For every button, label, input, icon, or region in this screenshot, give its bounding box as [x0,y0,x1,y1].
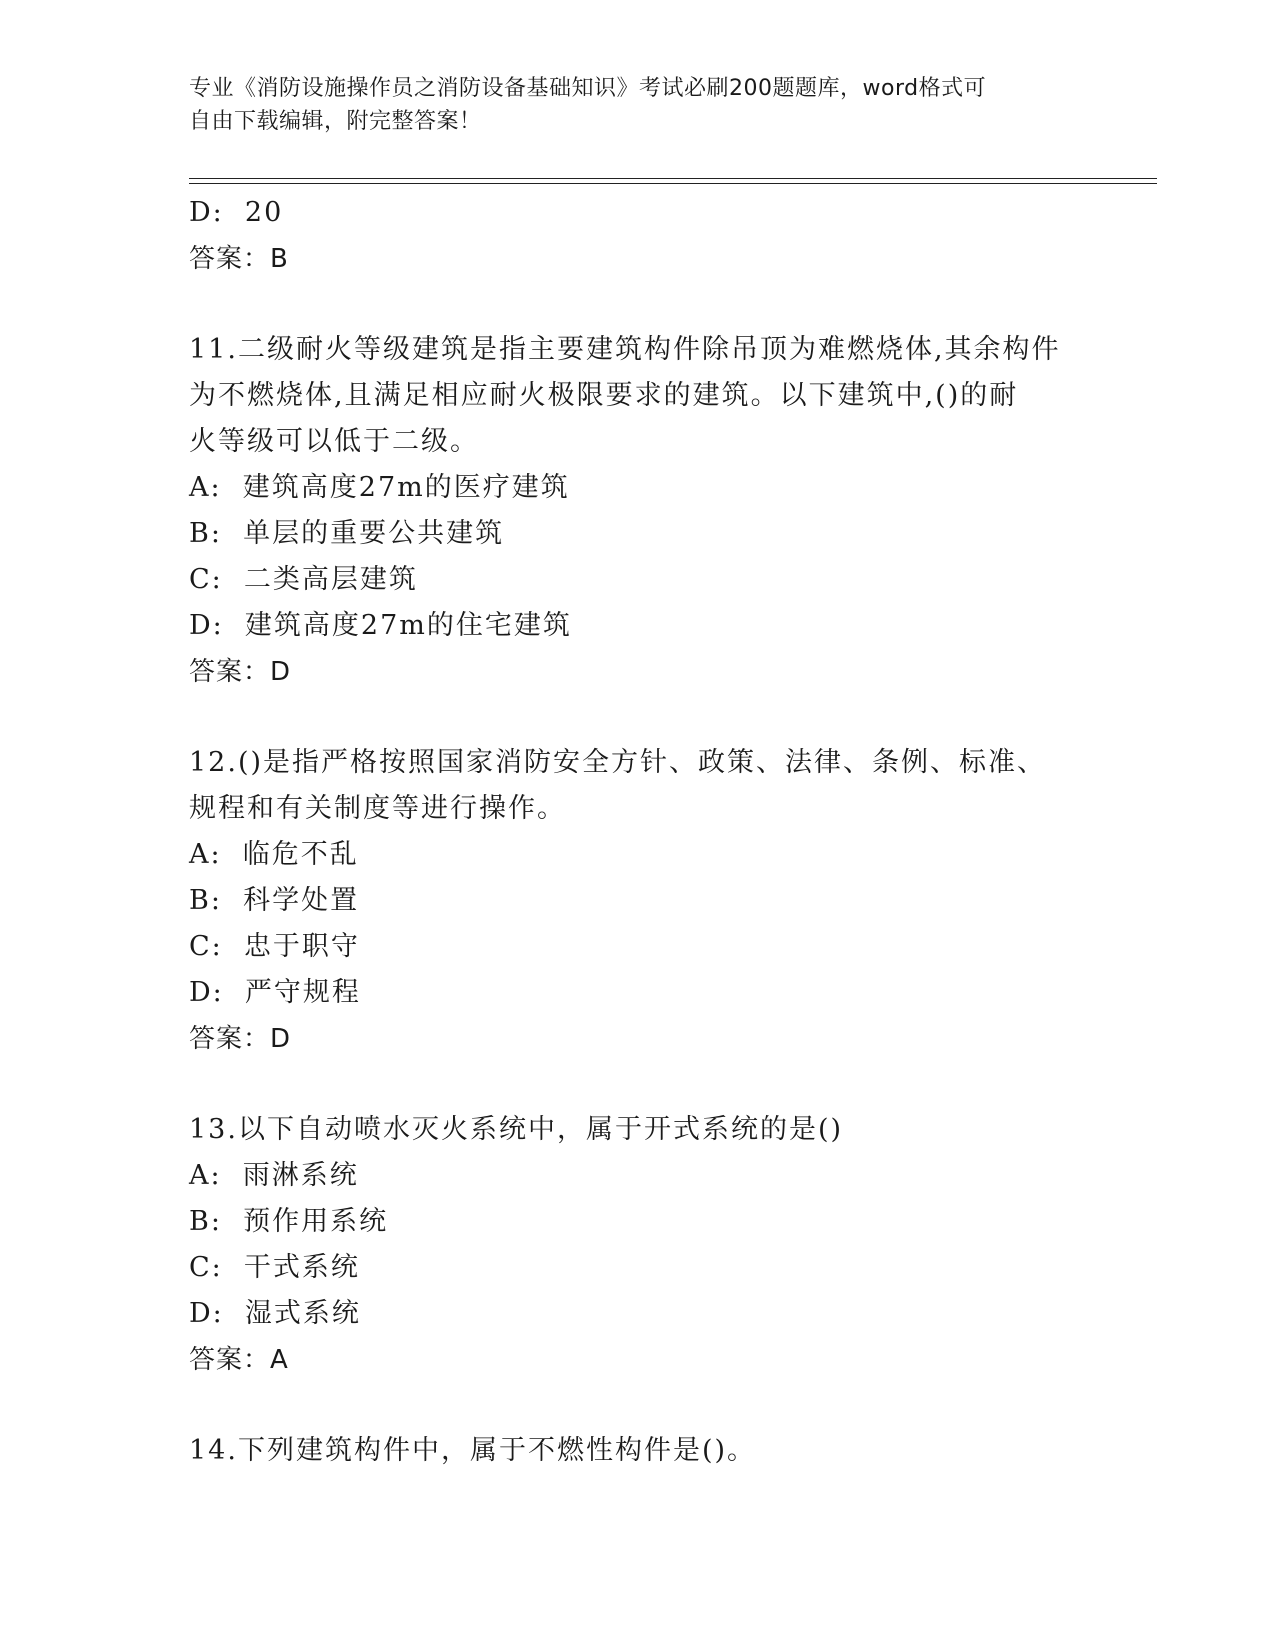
question-stem: 14.下列建筑构件中，属于不燃性构件是()。 [189,1435,757,1466]
option-b: B: 预作用系统 [189,1206,389,1237]
question-stem: 12.()是指严格按照国家消防安全方针、政策、法律、条例、标准、 [189,747,1047,778]
option-d: D: 湿式系统 [189,1298,361,1329]
option-a: A: 临危不乱 [189,839,359,870]
option-d: D: 严守规程 [189,977,361,1008]
question-13 [189,1107,1089,1383]
option-c: C: 忠于职守 [189,931,360,962]
option-c: C: 二类高层建筑 [189,564,418,595]
header-rule-top [189,178,1157,179]
option-a: A: 建筑高度27m的医疗建筑 [189,472,570,503]
answer: 答案：D [189,1024,292,1054]
question-stem: 规程和有关制度等进行操作。 [189,793,566,824]
header-title-line-2: 自由下载编辑，附完整答案！ [189,109,482,134]
question-14 [189,1428,1089,1474]
document-header [189,72,1069,138]
question-stem: 为不燃烧体,且满足相应耐火极限要求的建筑。以下建筑中,()的耐 [189,380,1019,411]
question-stem: 火等级可以低于二级。 [189,426,479,457]
option-d: D: 20 [189,197,284,228]
option-b: B: 科学处置 [189,885,360,916]
question-10 [189,190,1089,282]
header-title-line-1: 专业《消防设施操作员之消防设备基础知识》考试必刷200题题库，word格式可 [189,76,987,101]
option-d: D: 建筑高度27m的住宅建筑 [189,610,572,641]
option-b: B: 单层的重要公共建筑 [189,518,505,549]
question-stem: 13.以下自动喷水灭火系统中，属于开式系统的是() [189,1114,844,1145]
header-rule-bottom [189,183,1157,184]
question-list [189,190,1089,1474]
question-stem: 11.二级耐火等级建筑是指主要建筑构件除吊顶为难燃烧体,其余构件 [189,334,1061,365]
answer: 答案：A [189,1345,289,1375]
answer: 答案：D [189,657,292,687]
option-c: C: 干式系统 [189,1252,360,1283]
question-12 [189,740,1089,1062]
answer: 答案：B [189,244,289,274]
option-a: A: 雨淋系统 [189,1160,359,1191]
question-11 [189,327,1089,695]
